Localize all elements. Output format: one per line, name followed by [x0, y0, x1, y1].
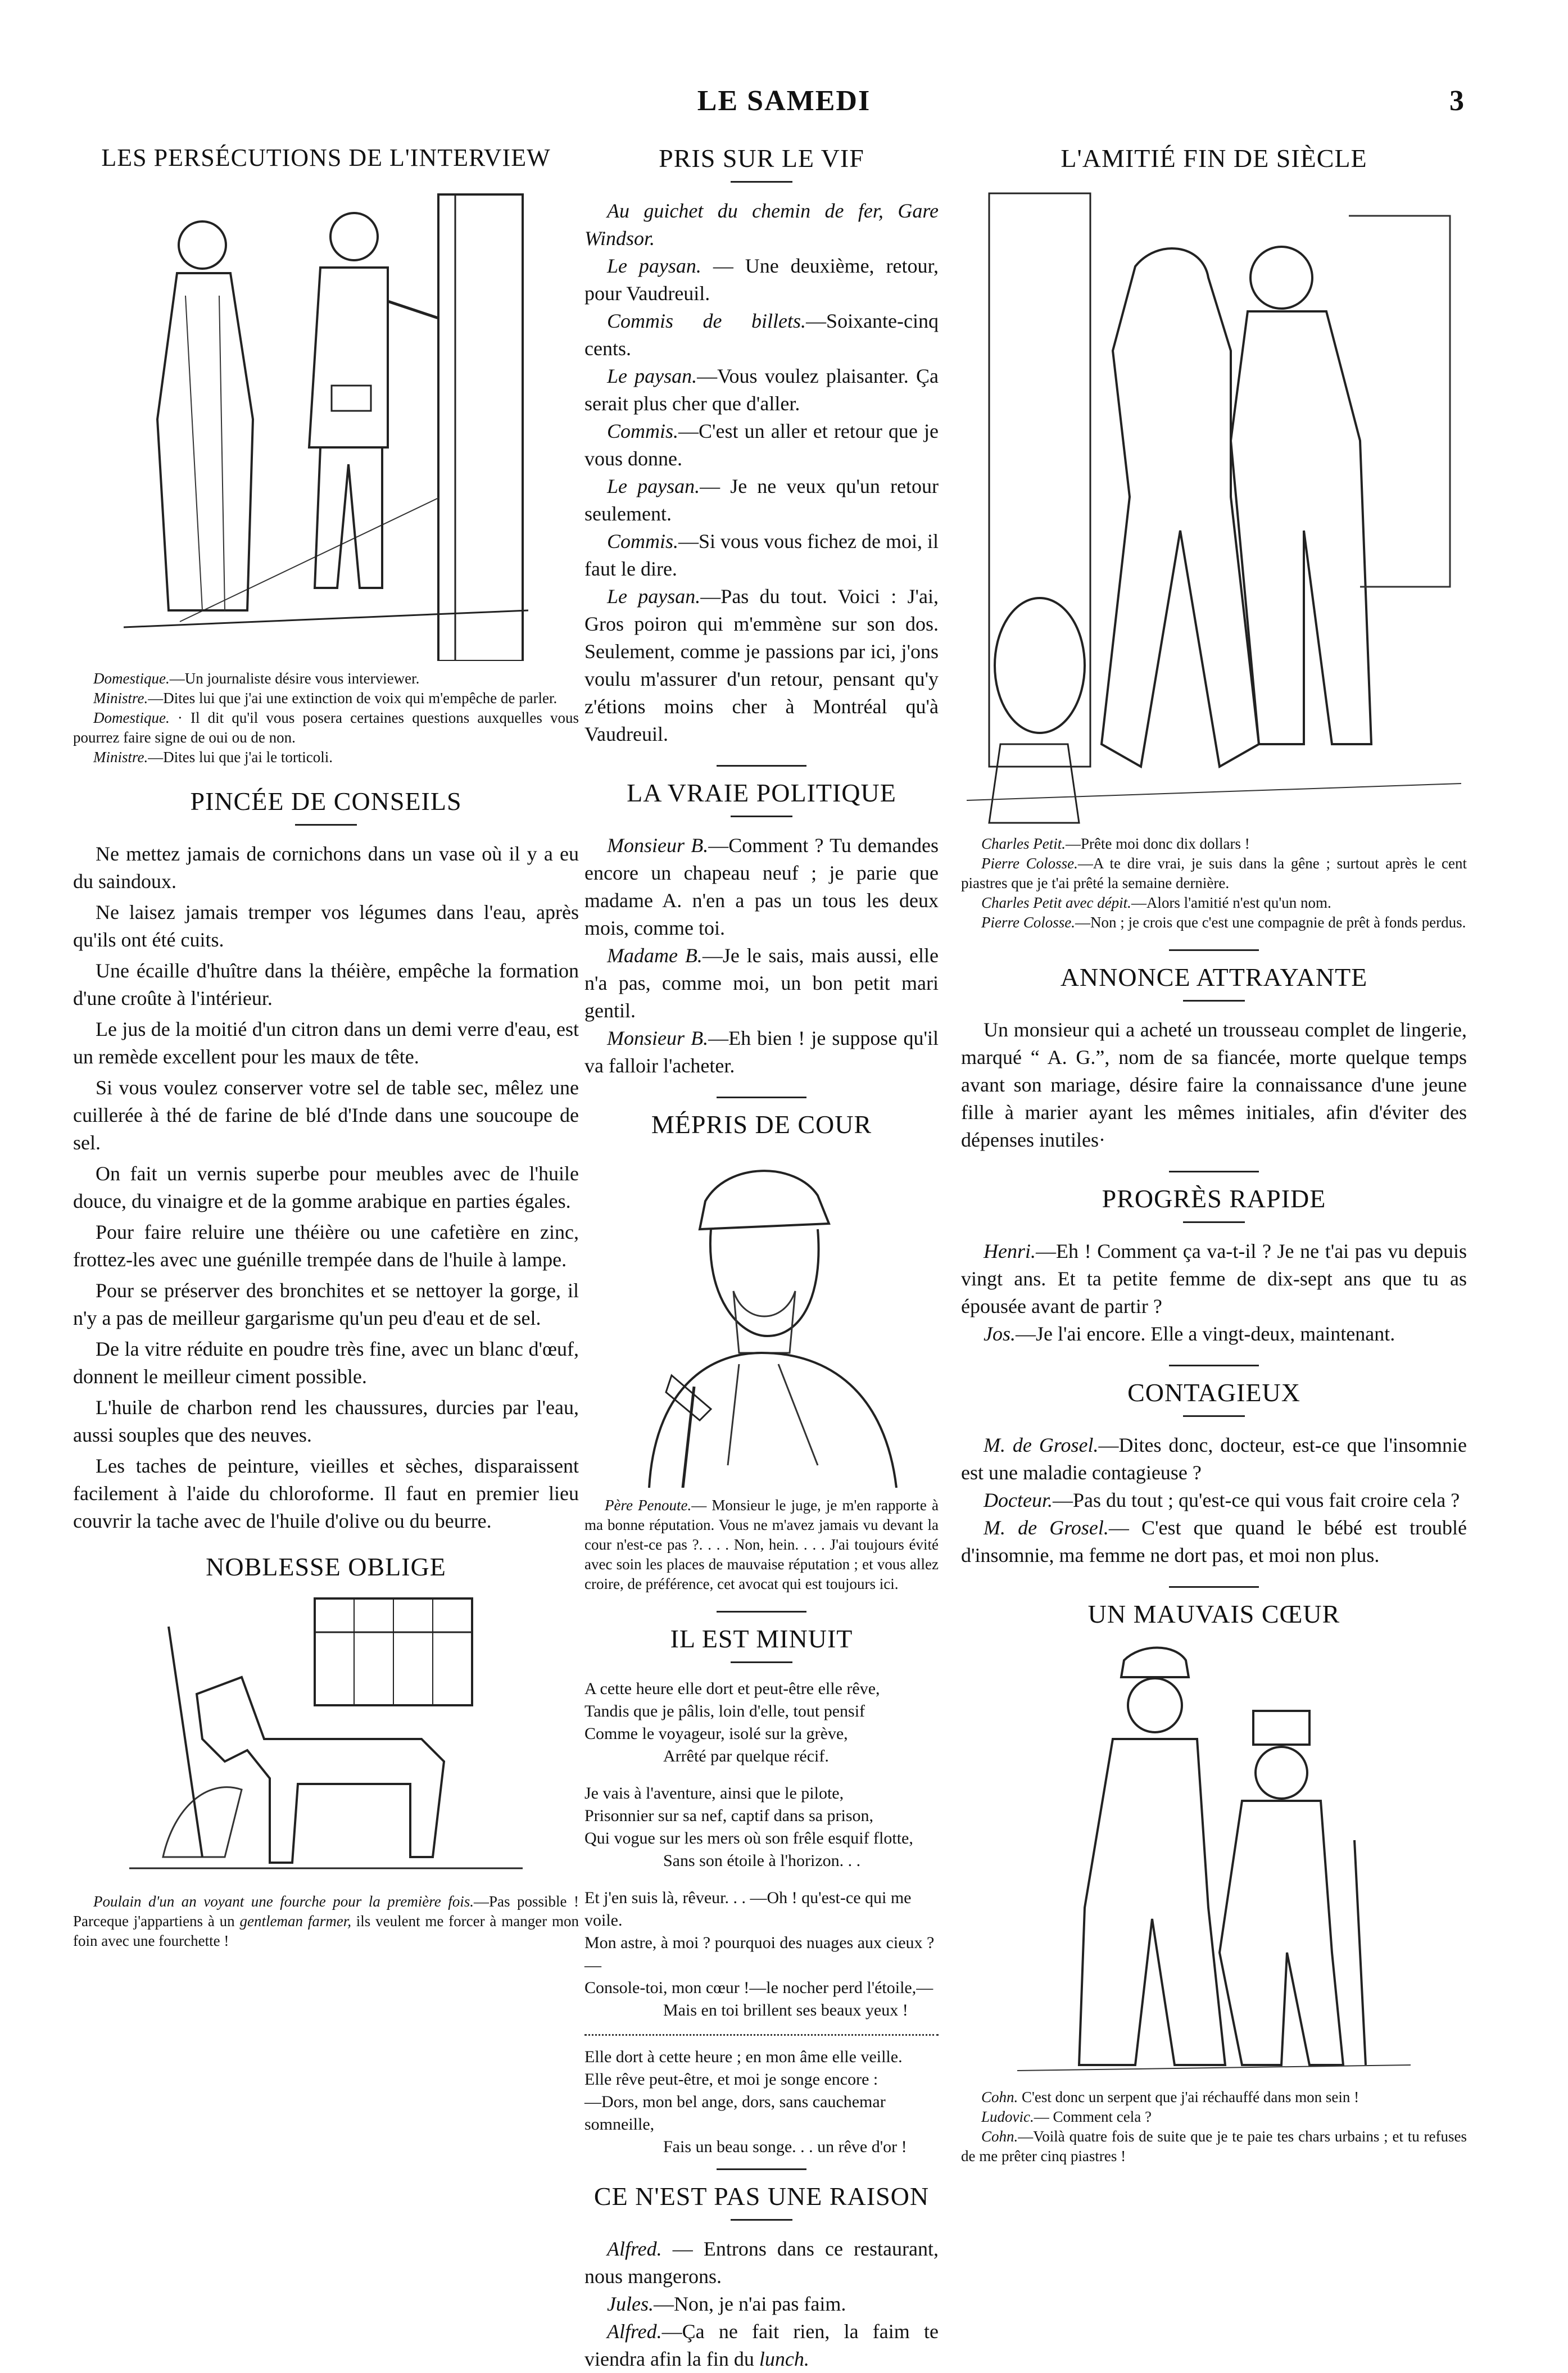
caption-line: Charles Petit avec dépit.—Alors l'amitié n'est qu'un nom.: [981, 894, 1331, 911]
dialogue-line: Monsieur B.—Eh bien ! je suppose qu'il va falloir l'acheter.: [584, 1027, 939, 1077]
paragraph: De la vitre réduite en poudre très fine, avec un blanc d'œuf, donnent le meilleur ciment possible.: [73, 1338, 579, 1388]
paragraph: L'huile de charbon rend les chaussures, durcies par l'eau, aussi souples que des neuves.: [73, 1396, 579, 1446]
illustration-horse: [129, 1593, 523, 1885]
intro-line: Au guichet du chemin de fer, Gare Windsor.: [584, 200, 939, 250]
section-minuit: [584, 1624, 939, 2158]
divider: [731, 2219, 792, 2221]
dialogue-line: Le paysan.—Vous voulez plaisanter. Ça serait plus cher que d'aller.: [584, 365, 939, 415]
dialogue-line: M. de Grosel.— C'est que quand le bébé est troublé d'insomnie, ma femme ne dort pas, et moi non plus.: [961, 1516, 1467, 1566]
divider: [717, 765, 806, 767]
caption-line: Cohn.—Voilà quatre fois de suite que je te paie tes chars urbains ; et tu refuses de me prêter cinq piastres !: [961, 2128, 1467, 2164]
section-conseils: [73, 786, 579, 1535]
poem-stanza: A cette heure elle dort et peut-être elle rêve, Tandis que je pâlis, loin d'elle, tout pensif Comme le voyageur, isolé sur la grève, Arrêté par quelque récif.: [584, 1679, 880, 1765]
paragraph: Ne laisez jamais tremper vos légumes dans l'eau, après qu'ils ont été cuits.: [73, 901, 579, 951]
interview-drawing-icon: [124, 183, 528, 661]
section-title: CE N'EST PAS UNE RAISON: [593, 2182, 930, 2211]
caption-line: Pierre Colosse.—Non ; je crois que c'est une compagnie de prêt à fonds perdus.: [981, 914, 1466, 931]
divider: [1183, 1000, 1245, 1002]
section-annonce: [961, 962, 1467, 1154]
caption-line: Domestique. · Il dit qu'il vous posera certaines questions auxquelles vous pourrez faire signe de oui ou de non.: [73, 709, 579, 746]
dialogue-line: Monsieur B.—Comment ? Tu demandes encore un chapeau neuf ; je parie que madame A. n'en a pas un tous les deux mois, comme toi.: [584, 834, 939, 939]
divider: [1169, 949, 1259, 951]
illustration-interview: [124, 183, 528, 661]
illustration-amitie: [967, 182, 1461, 828]
caption-line: Ministre.—Dites lui que j'ai le torticoli.: [93, 749, 333, 766]
poem-stanza: Elle dort à cette heure ; en mon âme elle veille. Elle rêve peut-être, et moi je songe encore : —Dors, mon bel ange, dors, sans cauchemar somneille, Fais un beau songe. . . un rêve d'or !: [584, 2048, 907, 2156]
dialogue-line: Henri.—Eh ! Comment ça va-t-il ? Je ne t'ai pas vu depuis vingt ans. Et ta petite femme de dix-sept ans que tu as épousée avant de partir ?: [961, 1240, 1467, 1317]
poem-stanza: Je vais à l'aventure, ainsi que le pilote, Prisonnier sur sa nef, captif dans sa prison, Qui vogue sur les mers où son frêle esquif flotte, Sans son étoile à l'horizon. . .: [584, 1784, 913, 1870]
illustration-mepris: [593, 1151, 930, 1488]
paragraph: Les taches de peinture, vieilles et sèches, disparaissent facilement à l'aide du chloroforme. Il faut en premier lieu couvrir la tache avec de l'huile d'olive ou du beurre.: [73, 1455, 579, 1532]
divider: [717, 1611, 806, 1613]
dialogue-line: Jos.—Je l'ai encore. Elle a vingt-deux, maintenant.: [984, 1323, 1395, 1345]
paragraph: Un monsieur qui a acheté un trousseau complet de lingerie, marqué “ A. G.”, nom de sa fiancée, morte quelque temps avant son mariage, désire faire la connaissance d'une jeune fille à marier ayant les mêmes initiales, afin d'éviter des dépenses inutiles·: [961, 1018, 1467, 1151]
dialogue-line: Alfred. — Entrons dans ce restaurant, nous mangerons.: [584, 2238, 939, 2288]
dialogue-line: Commis de billets.—Soixante-cinq cents.: [584, 310, 939, 360]
section-interview: [73, 143, 579, 767]
section-progres: [961, 1184, 1467, 1348]
section-mepris: [584, 1109, 939, 1594]
amitie-caption: [961, 834, 1467, 932]
divider: [1183, 1415, 1245, 1417]
section-title: ANNONCE ATTRAYANTE: [1060, 963, 1368, 991]
paragraph: Pour faire reluire une théière ou une cafetière en zinc, frottez-les avec une guénille trempée dans de l'huile à lampe.: [73, 1221, 579, 1271]
section-title: PROGRÈS RAPIDE: [1102, 1184, 1326, 1213]
paragraph: On fait un vernis superbe pour meubles avec de l'huile douce, du vinaigre et de la gomme arabique en parties égales.: [73, 1162, 579, 1212]
section-title: UN MAUVAIS CŒUR: [1087, 1600, 1340, 1628]
horse-drawing-icon: [129, 1593, 523, 1885]
section-title: IL EST MINUIT: [670, 1624, 853, 1653]
section-noblesse: [73, 1552, 579, 1951]
dialogue-line: Commis.—C'est un aller et retour que je vous donne.: [584, 420, 939, 470]
illustration-mauvais: [1017, 1638, 1411, 2082]
divider: [1169, 1365, 1259, 1366]
page-number: 3: [1449, 85, 1464, 117]
divider: [717, 1097, 806, 1098]
section-title: PINCÉE DE CONSEILS: [190, 787, 462, 816]
dialogue-line: Alfred.—Ça ne fait rien, la faim te viendra afin la fin du lunch.: [584, 2320, 939, 2370]
section-title: MÉPRIS DE COUR: [651, 1110, 872, 1139]
dialogue-line: M. de Grosel.—Dites donc, docteur, est-ce que l'insomnie est une maladie contagieuse ?: [961, 1434, 1467, 1484]
section-amitie: [961, 143, 1467, 932]
dialogue-line: Commis.—Si vous vous fichez de moi, il faut le dire.: [584, 530, 939, 580]
caption-line: Ministre.—Dites lui que j'ai une extinction de voix qui m'empêche de parler.: [93, 690, 558, 707]
divider: [1183, 1221, 1245, 1223]
paragraph: Une écaille d'huître dans la théière, empêche la formation d'une croûte à l'intérieur.: [73, 959, 579, 1009]
section-title: CONTAGIEUX: [1127, 1378, 1300, 1407]
mauvais-caption: [961, 2087, 1467, 2166]
dialogue-line: Le paysan.—Pas du tout. Voici : J'ai, Gros poiron qui m'emmène sur son dos. Seulement, comme je passions par ici, j'ons voulu m'assurer d'un retour, pensant qu'y z'étions moins cher à Montréal qu'à Vaudreuil.: [584, 585, 939, 745]
section-title: NOBLESSE OBLIGE: [206, 1552, 446, 1581]
two-men-drawing-icon: [1017, 1638, 1411, 2082]
caption-line: Ludovic.— Comment cela ?: [981, 2108, 1152, 2125]
caption-line: Cohn. C'est donc un serpent que j'ai réchauffé dans mon sein !: [981, 2089, 1359, 2105]
section-title: PRIS SUR LE VIF: [659, 144, 864, 173]
paragraph: Pour se préserver des bronchites et se nettoyer la gorge, il n'y a pas de meilleur gargarisme qu'un peu d'eau et de sel.: [73, 1279, 579, 1329]
section-raison: [584, 2181, 939, 2373]
caption-line: Pierre Colosse.—A te dire vrai, je suis dans la gêne ; surtout après le cent piastres que je t'ai prêté la semaine dernière.: [961, 855, 1467, 891]
dialogue-line: Jules.—Non, je n'ai pas faim.: [607, 2293, 846, 2315]
paragraph: Si vous voulez conserver votre sel de table sec, mêlez une cuillerée à thé de farine de blé d'Inde dans une soucoupe de sel.: [73, 1076, 579, 1154]
section-contagieux: [961, 1378, 1467, 1569]
caption-line: Charles Petit.—Prête moi donc dix dollars !: [981, 835, 1250, 852]
divider: [731, 181, 792, 183]
noblesse-caption: Poulain d'un an voyant une fourche pour la première fois.—Pas possible ! Parceque j'appartiens à un gentleman farmer, ils veulent me forcer à manger mon foin avec une fourchette !: [73, 1893, 579, 1949]
dialogue-line: Le paysan. — Une deuxième, retour, pour Vaudreuil.: [584, 255, 939, 305]
divider: [295, 824, 357, 826]
section-vif: [584, 143, 939, 748]
caption-line: Domestique.—Un journaliste désire vous interviewer.: [93, 670, 420, 687]
column-2: [584, 143, 939, 2373]
newspaper-title: LE SAMEDI: [697, 85, 871, 117]
section-politique: [584, 778, 939, 1080]
column-1: [73, 143, 579, 1951]
old-man-drawing-icon: [593, 1151, 930, 1488]
section-title: LA VRAIE POLITIQUE: [627, 778, 896, 807]
section-title: L'AMITIÉ FIN DE SIÈCLE: [1061, 144, 1367, 173]
divider: [731, 816, 792, 817]
paragraph: Le jus de la moitié d'un citron dans un demi verre d'eau, est un remède excellent pour les maux de tête.: [73, 1018, 579, 1068]
dotted-divider: [584, 2034, 939, 2036]
mepris-caption: Père Penoute.— Monsieur le juge, je m'en rapporte à ma bonne réputation. Vous ne m'avez jamais vu devant la cour n'est-ce pas ?. . . . Non, hein. . . . J'ai toujours évité avec soin les places de mauvaise réputation ; et vous allez croire, de préférence, cet avocat qui est toujours ici.: [584, 1497, 939, 1592]
divider: [731, 1661, 792, 1663]
dialogue-line: Le paysan.— Je ne veux qu'un retour seulement.: [584, 475, 939, 525]
divider: [1169, 1171, 1259, 1172]
poem-stanza: Et j'en suis là, rêveur. . . —Oh ! qu'est-ce qui me voile. Mon astre, à moi ? pourquoi des nuages aux cieux ?— Console-toi, mon cœur !—le nocher perd l'étoile,— Mais en toi brillent ses beaux yeux !: [584, 1889, 935, 2019]
paragraph: Ne mettez jamais de cornichons dans un vase où il y a eu du saindoux.: [73, 843, 579, 893]
interview-caption: [73, 669, 579, 767]
column-3: [961, 143, 1467, 2166]
section-mauvais: [961, 1599, 1467, 2166]
men-drawing-icon: [967, 182, 1461, 828]
dialogue-line: Madame B.—Je le sais, mais aussi, elle n'a pas, comme moi, un bon petit mari gentil.: [584, 944, 939, 1022]
divider: [1169, 1586, 1259, 1588]
dialogue-line: Docteur.—Pas du tout ; qu'est-ce qui vous fait croire cela ?: [984, 1489, 1460, 1511]
section-title: LES PERSÉCUTIONS DE L'INTERVIEW: [101, 144, 551, 171]
divider: [717, 2168, 806, 2170]
